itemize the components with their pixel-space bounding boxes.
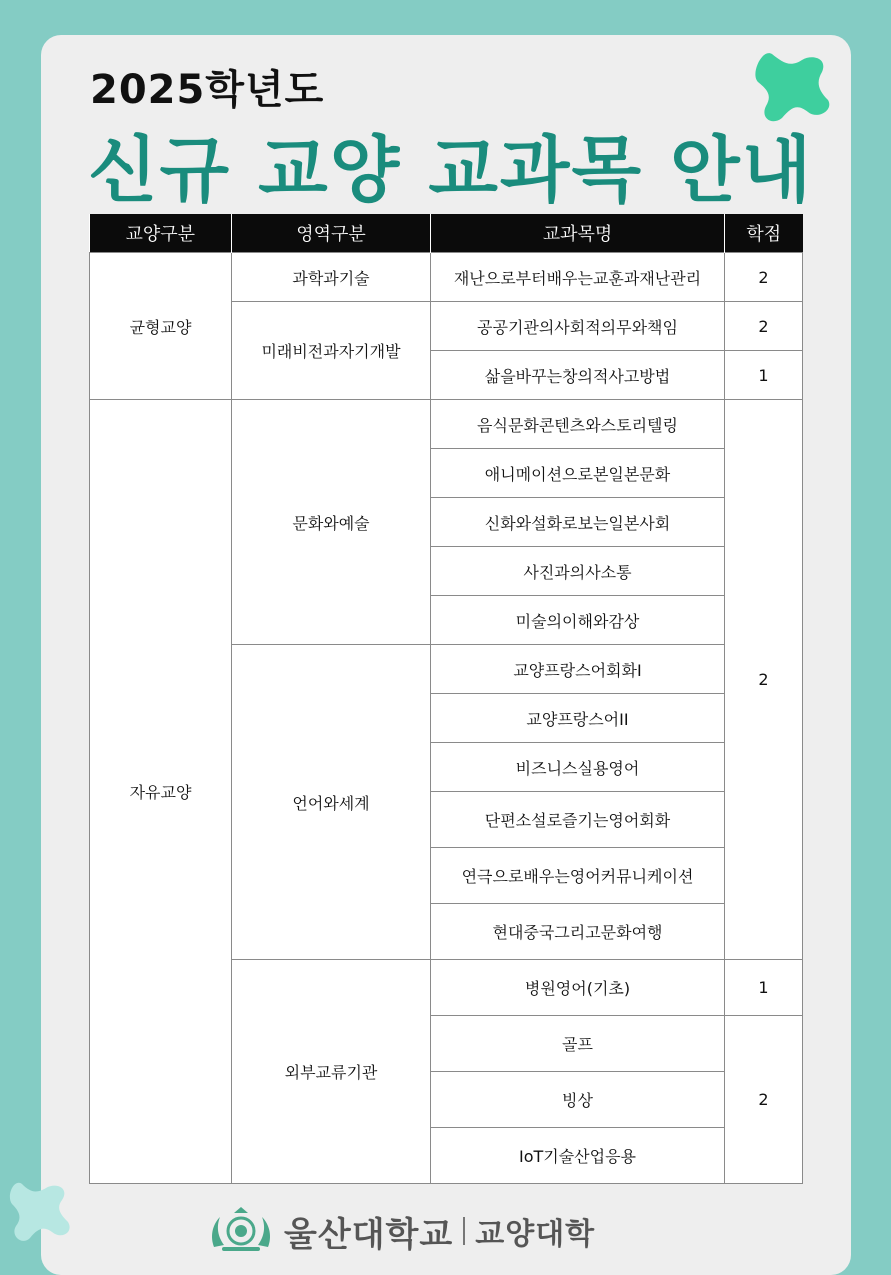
course-cell: 단편소설로즐기는영어회화 [431,792,725,848]
page-year: 2025학년도 [90,67,325,113]
credit-cell: 2 [725,302,803,351]
course-cell: 삶을바꾸는창의적사고방법 [431,351,725,400]
credit-cell: 1 [725,960,803,1016]
course-cell: 공공기관의사회적의무와책임 [431,302,725,351]
course-cell: 교양프랑스어회화I [431,645,725,694]
table-header-row [90,214,803,253]
area-cell: 미래비전과자기개발 [232,302,431,400]
university-name: 울산대학교 [284,1214,454,1255]
course-cell: IoT기술산업응용 [431,1128,725,1184]
area-cell: 언어와세계 [232,645,431,960]
footer-divider [463,1217,465,1245]
credit-cell: 2 [725,400,803,960]
star-decoration-small-icon [8,1178,74,1244]
course-cell: 사진과의사소통 [431,547,725,596]
course-cell: 애니메이션으로본일본문화 [431,449,725,498]
column-header-category: 교양구분 [90,214,232,253]
area-cell: 과학과기술 [232,253,431,302]
course-cell: 신화와설화로보는일본사회 [431,498,725,547]
course-cell: 비즈니스실용영어 [431,743,725,792]
table-row [90,400,803,449]
column-header-course: 교과목명 [431,214,725,253]
course-cell: 골프 [431,1016,725,1072]
column-header-credit: 학점 [725,214,803,253]
course-cell: 재난으로부터배우는교훈과재난관리 [431,253,725,302]
area-cell: 문화와예술 [232,400,431,645]
course-cell: 음식문화콘텐츠와스토리텔링 [431,400,725,449]
table-row [90,253,803,302]
course-cell: 빙상 [431,1072,725,1128]
credit-cell: 1 [725,351,803,400]
college-name: 교양대학 [475,1217,596,1252]
course-cell: 연극으로배우는영어커뮤니케이션 [431,848,725,904]
column-header-area: 영역구분 [232,214,431,253]
area-cell: 외부교류기관 [232,960,431,1184]
footer-logo [206,1206,595,1256]
credit-cell: 2 [725,1016,803,1184]
course-cell: 미술의이해와감상 [431,596,725,645]
course-table [89,214,803,1184]
category-cell: 균형교양 [90,253,232,400]
page-title: 신규 교양 교과목 안내 [88,128,814,212]
course-cell: 병원영어(기초) [431,960,725,1016]
credit-cell: 2 [725,253,803,302]
course-cell: 현대중국그리고문화여행 [431,904,725,960]
university-emblem-icon [206,1207,276,1255]
course-cell: 교양프랑스어II [431,694,725,743]
category-cell: 자유교양 [90,400,232,1184]
